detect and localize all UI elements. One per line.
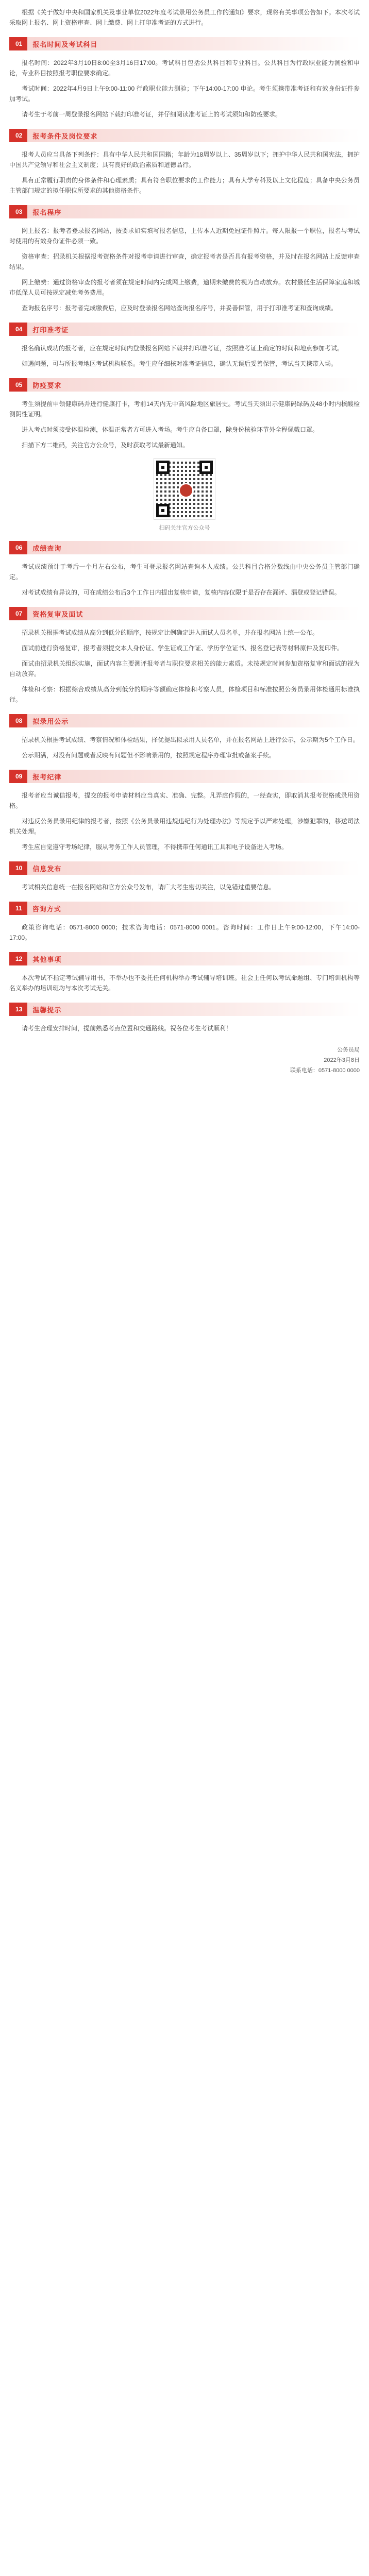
section-paragraph: 报考人员应当具备下列条件：具有中华人民共和国国籍；年龄为18周岁以上、35周岁以下；拥护中华人民共和国宪法，拥护中国共产党领导和社会主义制度；具有良好的政治素质和道德品行。 bbox=[9, 151, 360, 168]
footer bbox=[9, 1045, 360, 1076]
section-number: 02 bbox=[11, 129, 27, 142]
section-paragraph: 招录机关根据考试成绩从高分到低分的顺序，按规定比例确定进入面试人员名单，并在报名网站上统一公布。 bbox=[22, 629, 319, 636]
section-paragraph: 面试前进行资格复审，报考者须提交本人身份证、学生证或工作证、学历学位证书、报名登记表等材料原件及复印件。 bbox=[22, 645, 344, 652]
section-paragraph: 考生须提前申领健康码并进行健康打卡，考前14天内无中高风险地区旅居史。考试当天须出示健康码绿码及48小时内核酸检测阴性证明。 bbox=[9, 400, 360, 418]
section-number: 04 bbox=[11, 323, 27, 336]
qr-caption: 扫码关注官方公众号 bbox=[159, 525, 210, 531]
section-paragraph: 本次考试不指定考试辅导用书，不举办也不委托任何机构举办考试辅导培训班。社会上任何以考试命题组、专门培训机构等名义举办的培训班均与本次考试无关。 bbox=[9, 974, 360, 992]
footer-org: 公务员局 bbox=[337, 1047, 360, 1053]
qr-code-icon[interactable] bbox=[154, 459, 215, 519]
section-header-04 bbox=[9, 323, 360, 336]
section-paragraph: 资格审查：招录机关根据报考资格条件对报考申请进行审查，确定报考者是否具有报考资格，并及时在报名网站上反馈审查结果。 bbox=[9, 253, 360, 270]
section-paragraph: 具有正常履行职责的身体条件和心理素质；具有符合职位要求的工作能力；具有大学专科及以上文化程度；具备中央公务员主管部门规定的拟任职位所要求的其他资格条件。 bbox=[9, 177, 360, 194]
section-header-12 bbox=[9, 952, 360, 965]
section-paragraph: 报考者应当诚信报考，提交的报考申请材料应当真实、准确、完整。凡弄虚作假的，一经查实，即取消其报考资格或录用资格。 bbox=[9, 792, 360, 809]
section-paragraph: 网上报名：报考者登录报名网站，按要求如实填写报名信息，上传本人近期免冠证件照片。每人限报一个职位，报名与考试时使用的有效身份证件必须一致。 bbox=[9, 227, 360, 245]
section-title: 温馨提示 bbox=[32, 1006, 62, 1014]
section-header-06 bbox=[9, 541, 360, 554]
section-paragraph: 考试成绩预计于考后一个月左右公布，考生可登录报名网站查询本人成绩。公共科目合格分数线由中央公务员主管部门确定。 bbox=[9, 563, 360, 581]
section-paragraph: 体检和考察：根据综合成绩从高分到低分的顺序等额确定体检和考察人员，体检项目和标准按照公务员录用体检通用标准执行。 bbox=[9, 686, 360, 703]
section-paragraph: 对违反公务员录用纪律的报考者，按照《公务员录用违规违纪行为处理办法》等规定予以严肃处理，涉嫌犯罪的，移送司法机关处理。 bbox=[9, 818, 360, 835]
sections-container bbox=[9, 37, 360, 1033]
section-title: 报考纪律 bbox=[32, 773, 62, 781]
section-header-01 bbox=[9, 37, 360, 50]
section-header-05 bbox=[9, 378, 360, 392]
section-number: 07 bbox=[11, 607, 27, 620]
section-paragraph: 考生应自觉遵守考场纪律，服从考务工作人员管理，不得携带任何通讯工具和电子设备进入考场。 bbox=[22, 843, 288, 851]
section-title: 打印准考证 bbox=[32, 326, 69, 334]
section-number: 10 bbox=[11, 861, 27, 875]
section-paragraph: 请考生合理安排时间，提前熟悉考点位置和交通路线。祝各位考生考试顺利！ bbox=[22, 1025, 232, 1032]
section-header-09 bbox=[9, 770, 360, 783]
section-number: 05 bbox=[11, 378, 27, 392]
section-number: 11 bbox=[11, 902, 27, 915]
section-number: 12 bbox=[11, 952, 27, 965]
section-title: 信息发布 bbox=[32, 865, 62, 873]
section-paragraph: 如遇问题，可与所报考地区考试机构联系。考生应仔细核对准考证信息，确认无误后妥善保管，考试当天携带入场。 bbox=[22, 360, 338, 367]
section-paragraph: 考试相关信息统一在报名网站和官方公众号发布，请广大考生密切关注，以免错过重要信息。 bbox=[22, 884, 276, 891]
section-paragraph: 公示期满，对没有问题或者反映有问题但不影响录用的，按照规定程序办理审批或备案手续。 bbox=[22, 752, 276, 759]
section-title: 防疫要求 bbox=[32, 381, 62, 389]
section-paragraph: 面试由招录机关组织实施，面试内容主要测评报考者与职位要求相关的能力素质。未按规定时间参加资格复审和面试的视为自动放弃。 bbox=[9, 660, 360, 677]
section-title: 拟录用公示 bbox=[32, 717, 69, 725]
section-paragraph: 查询报名序号：报考者完成缴费后，应及时登录报名网站查询报名序号，并妥善保管，用于打印准考证和查询成绩。 bbox=[22, 304, 338, 312]
qr-logo-icon bbox=[178, 483, 194, 498]
section-title: 成绩查询 bbox=[32, 544, 62, 552]
section-header-11 bbox=[9, 902, 360, 915]
section-header-10 bbox=[9, 861, 360, 875]
qr-finder-icon bbox=[199, 461, 213, 474]
section-paragraph: 报名时间：2022年3月10日8:00至3月16日17:00。考试科目包括公共科目和专业科目。公共科目为行政职业能力测验和申论，专业科目按照报考职位要求确定。 bbox=[9, 59, 360, 77]
section-paragraph: 请考生于考前一周登录报名网站下载打印准考证，并仔细阅读准考证上的考试须知和防疫要求。 bbox=[22, 111, 282, 118]
section-header-02 bbox=[9, 129, 360, 142]
section-number: 08 bbox=[11, 714, 27, 727]
section-title: 资格复审及面试 bbox=[32, 610, 83, 618]
section-number: 03 bbox=[11, 205, 27, 218]
section-paragraph: 进入考点时须接受体温检测，体温正常者方可进入考场。考生应自备口罩，除身份核验环节外全程佩戴口罩。 bbox=[22, 426, 319, 433]
section-header-08 bbox=[9, 714, 360, 727]
section-paragraph: 政策咨询电话：0571-8000 0000；技术咨询电话：0571-8000 0001。咨询时间：工作日上午9:00-12:00，下午14:00-17:00。 bbox=[9, 924, 360, 941]
section-paragraph: 报名确认成功的报考者，应在规定时间内登录报名网站下载并打印准考证，按照准考证上确定的时间和地点参加考试。 bbox=[22, 345, 344, 352]
section-title: 报名时间及考试科目 bbox=[32, 40, 98, 48]
section-paragraph: 扫描下方二维码，关注官方公众号，及时获取考试最新通知。 bbox=[22, 442, 189, 449]
section-title: 咨询方式 bbox=[32, 905, 61, 913]
section-title: 报名程序 bbox=[32, 208, 62, 216]
section-paragraph: 网上缴费：通过资格审查的报考者须在规定时间内完成网上缴费，逾期未缴费的视为自动放弃。农村最低生活保障家庭和城市低保人员可按规定减免考务费用。 bbox=[9, 279, 360, 296]
section-header-07 bbox=[9, 607, 360, 620]
section-header-13 bbox=[9, 1003, 360, 1016]
section-paragraph: 考试时间：2022年4月9日上午9:00-11:00 行政职业能力测验；下午14:00-17:00 申论。考生须携带准考证和有效身份证件参加考试。 bbox=[9, 85, 360, 103]
qr-finder-icon bbox=[156, 461, 170, 474]
qr-finder-icon bbox=[156, 504, 170, 517]
section-header-03 bbox=[9, 205, 360, 218]
footer-contact: 联系电话：0571-8000 0000 bbox=[290, 1067, 360, 1074]
section-number: 13 bbox=[11, 1003, 27, 1016]
intro-paragraph: 根据《关于做好中央和国家机关及事业单位2022年度考试录用公务员工作的通知》要求，现将有关事项公告如下。本次考试采取网上报名、网上资格审查、网上缴费、网上打印准考证的方式进行。 bbox=[9, 9, 360, 26]
qr-code-container bbox=[9, 459, 360, 519]
section-paragraph: 对考试成绩有异议的，可在成绩公布后3个工作日内提出复核申请，复核内容仅限于是否存在漏评、漏登或登记错误。 bbox=[22, 589, 341, 596]
section-title: 报考条件及岗位要求 bbox=[32, 132, 98, 140]
footer-date: 2022年3月8日 bbox=[324, 1057, 360, 1063]
section-number: 09 bbox=[11, 770, 27, 783]
section-number: 06 bbox=[11, 541, 27, 554]
section-number: 01 bbox=[11, 37, 27, 50]
section-paragraph: 招录机关根据考试成绩、考察情况和体检结果，择优提出拟录用人员名单，并在报名网站上进行公示，公示期为5个工作日。 bbox=[22, 736, 359, 743]
section-title: 其他事项 bbox=[32, 955, 62, 963]
